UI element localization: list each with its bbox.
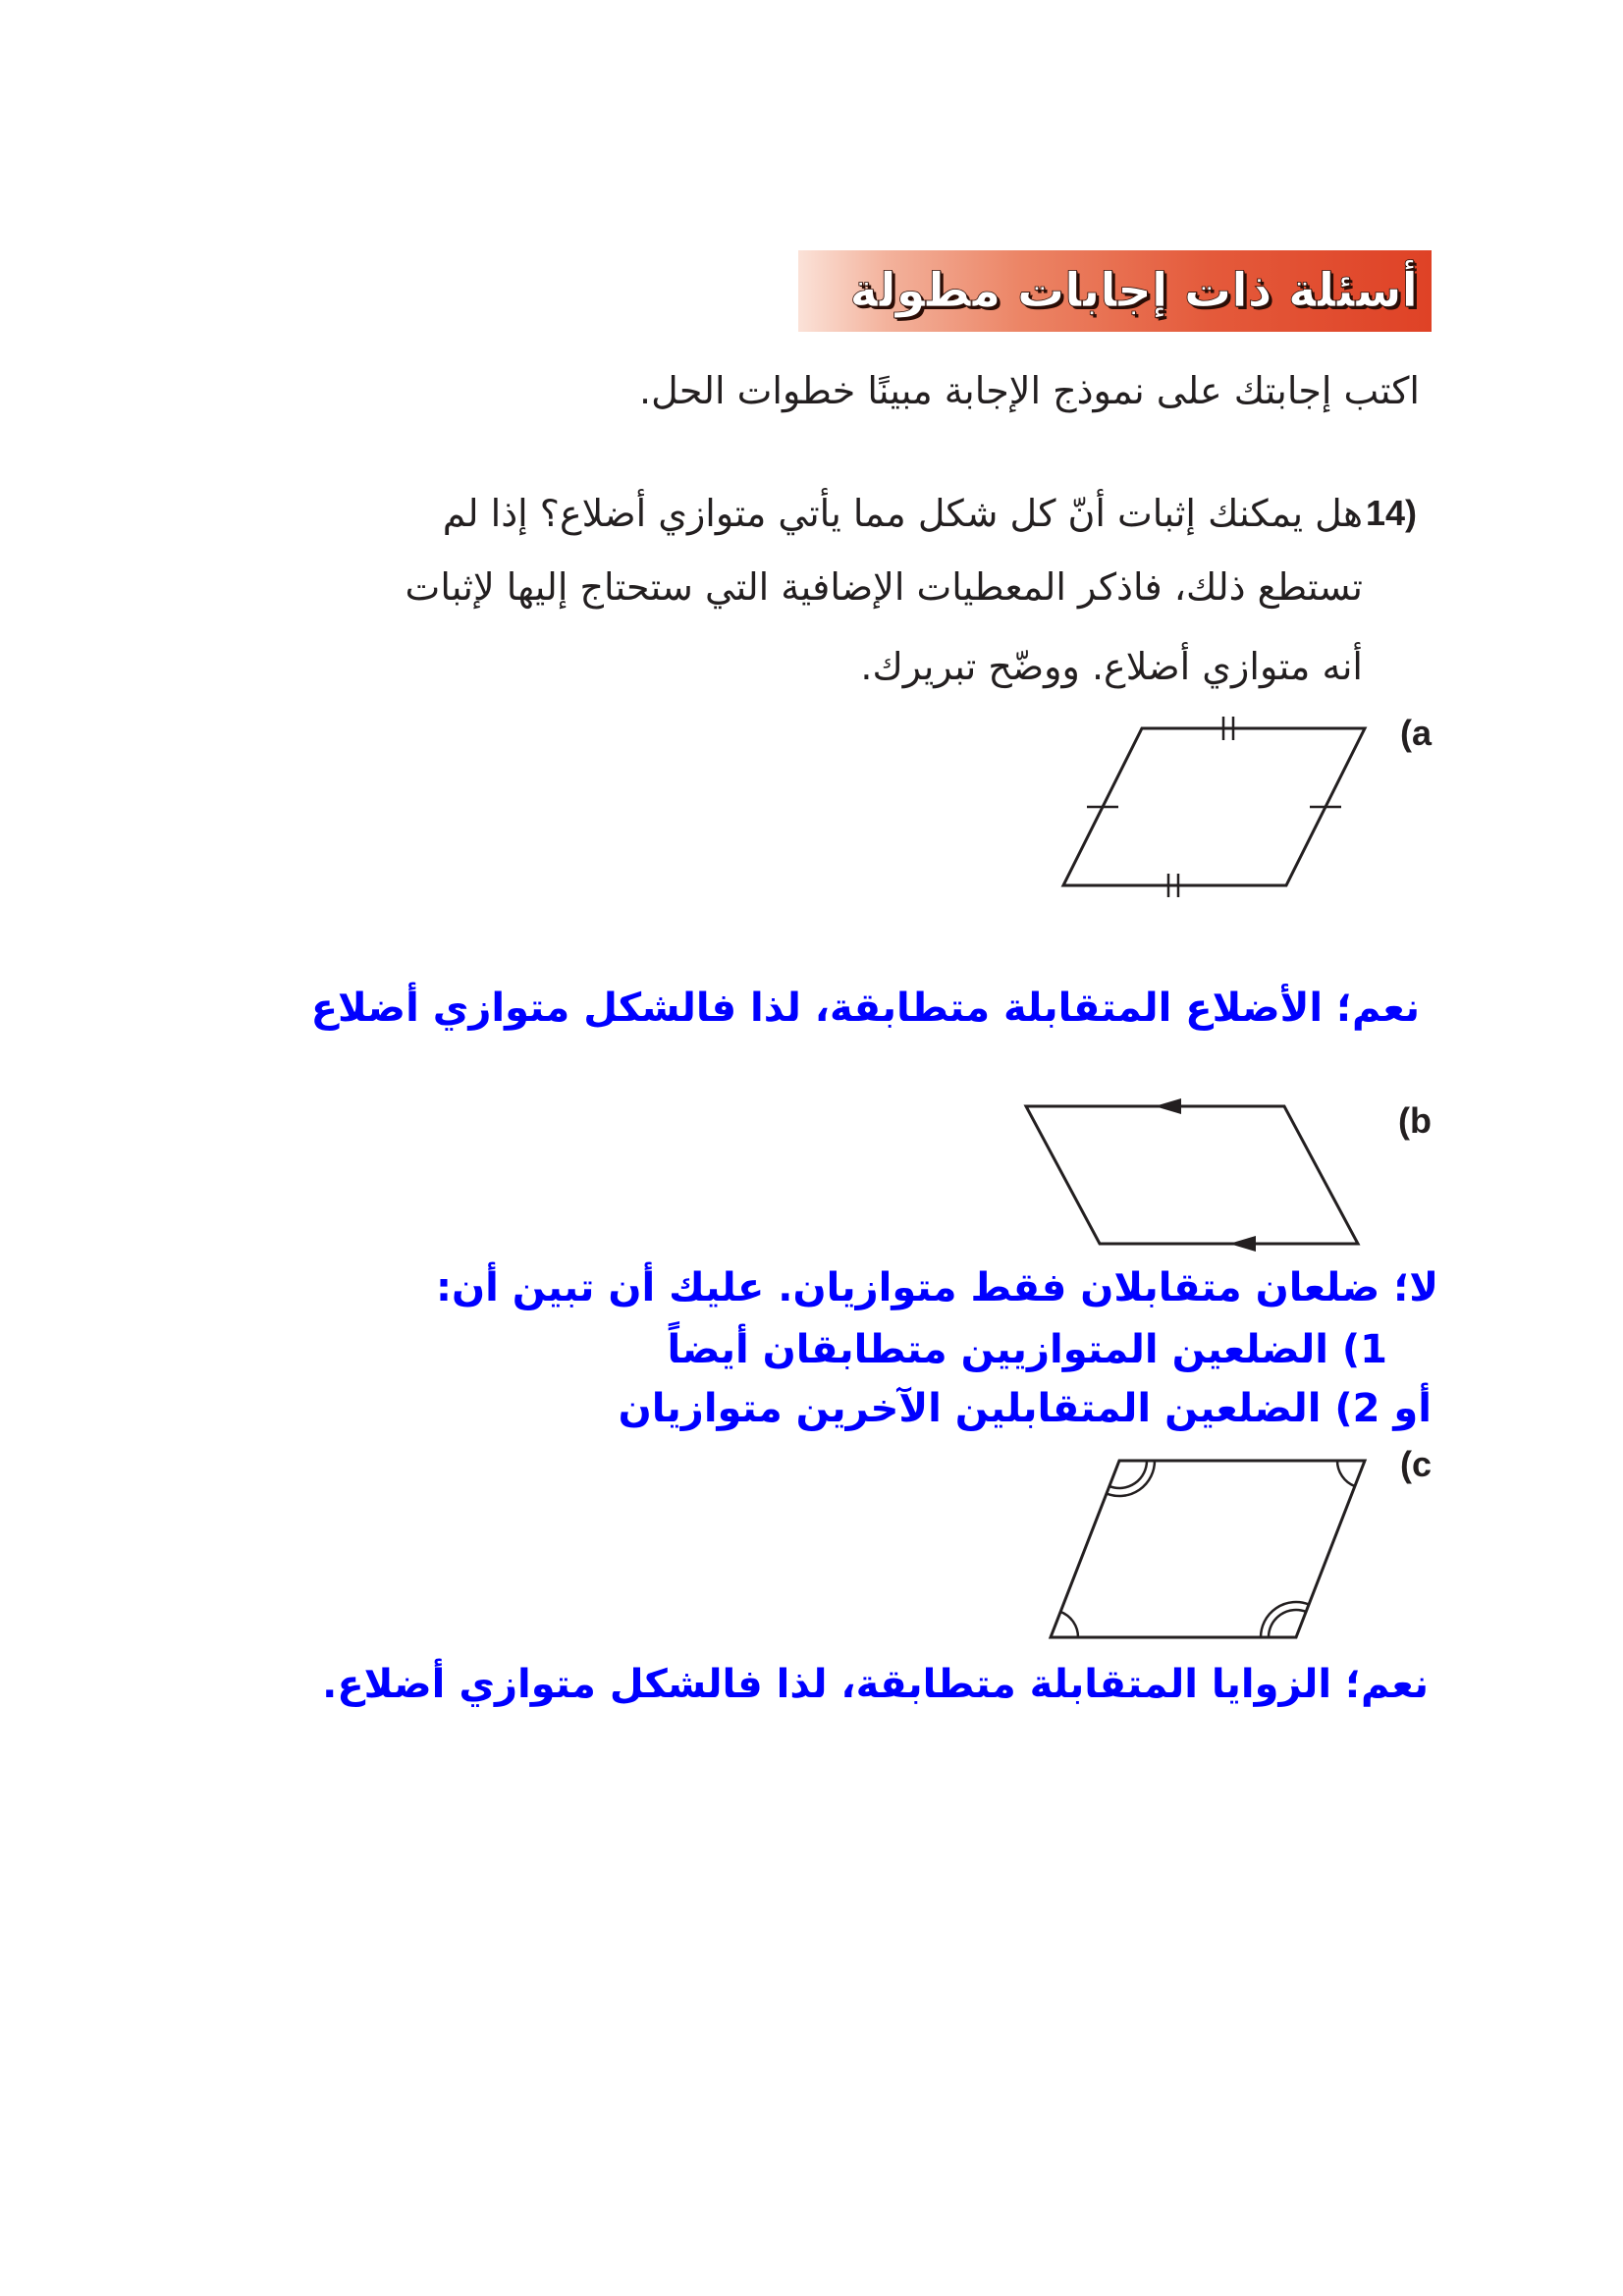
- figure-b-parallel-arrow-bottom: [1229, 1236, 1256, 1252]
- question-line-1: هل يمكنك إثبات أنّ كل شكل مما يأتي متوازي أضلاع؟ إذا لم: [442, 492, 1363, 535]
- answer-b-line-3: أو 2) الضلعين المتقابلين الآخرين متوازيان: [618, 1386, 1432, 1431]
- part-b-label: (b: [1398, 1100, 1432, 1141]
- figure-a-parallelogram: [1041, 707, 1384, 913]
- answer-b-line-2: 1) الضلعين المتوازيين متطابقان أيضاً: [667, 1327, 1387, 1372]
- section-title: أسئلة ذات إجابات مطولة: [849, 263, 1418, 318]
- question-number: 14): [1365, 493, 1417, 533]
- figure-c-single-arc-top-right: [1337, 1461, 1355, 1486]
- instruction-text: اكتب إجابتك على نموذج الإجابة مبينًا خطوات الحل.: [639, 369, 1420, 412]
- question-line-3: أنه متوازي أضلاع. ووضّح تبريرك.: [860, 645, 1363, 688]
- figure-c-shape: [1051, 1461, 1365, 1637]
- figure-c-parallelogram: [1036, 1448, 1380, 1649]
- figure-c-single-arc-bottom-left: [1060, 1612, 1078, 1637]
- figure-b-quadrilateral: [1011, 1090, 1375, 1256]
- answer-b-line-1: لا؛ ضلعان متقابلان فقط متوازيان. عليك أن تبين أن:: [435, 1265, 1438, 1310]
- part-a-label: (a: [1399, 713, 1432, 753]
- section-banner: [798, 250, 1432, 332]
- answer-c-line-1: نعم؛ الزوايا المتقابلة متطابقة، لذا فالشكل متوازي أضلاع.: [322, 1662, 1429, 1707]
- answer-a-line-1: نعم؛ الأضلاع المتقابلة متطابقة، لذا فالشكل متوازي أضلاع: [310, 986, 1420, 1031]
- figure-b-parallel-arrow-top: [1155, 1098, 1181, 1114]
- question-line-2: تستطع ذلك، فاذكر المعطيات الإضافية التي ستحتاج إليها لإثبات: [405, 565, 1363, 609]
- part-c-label: (c: [1399, 1444, 1432, 1484]
- figure-b-shape: [1026, 1106, 1358, 1244]
